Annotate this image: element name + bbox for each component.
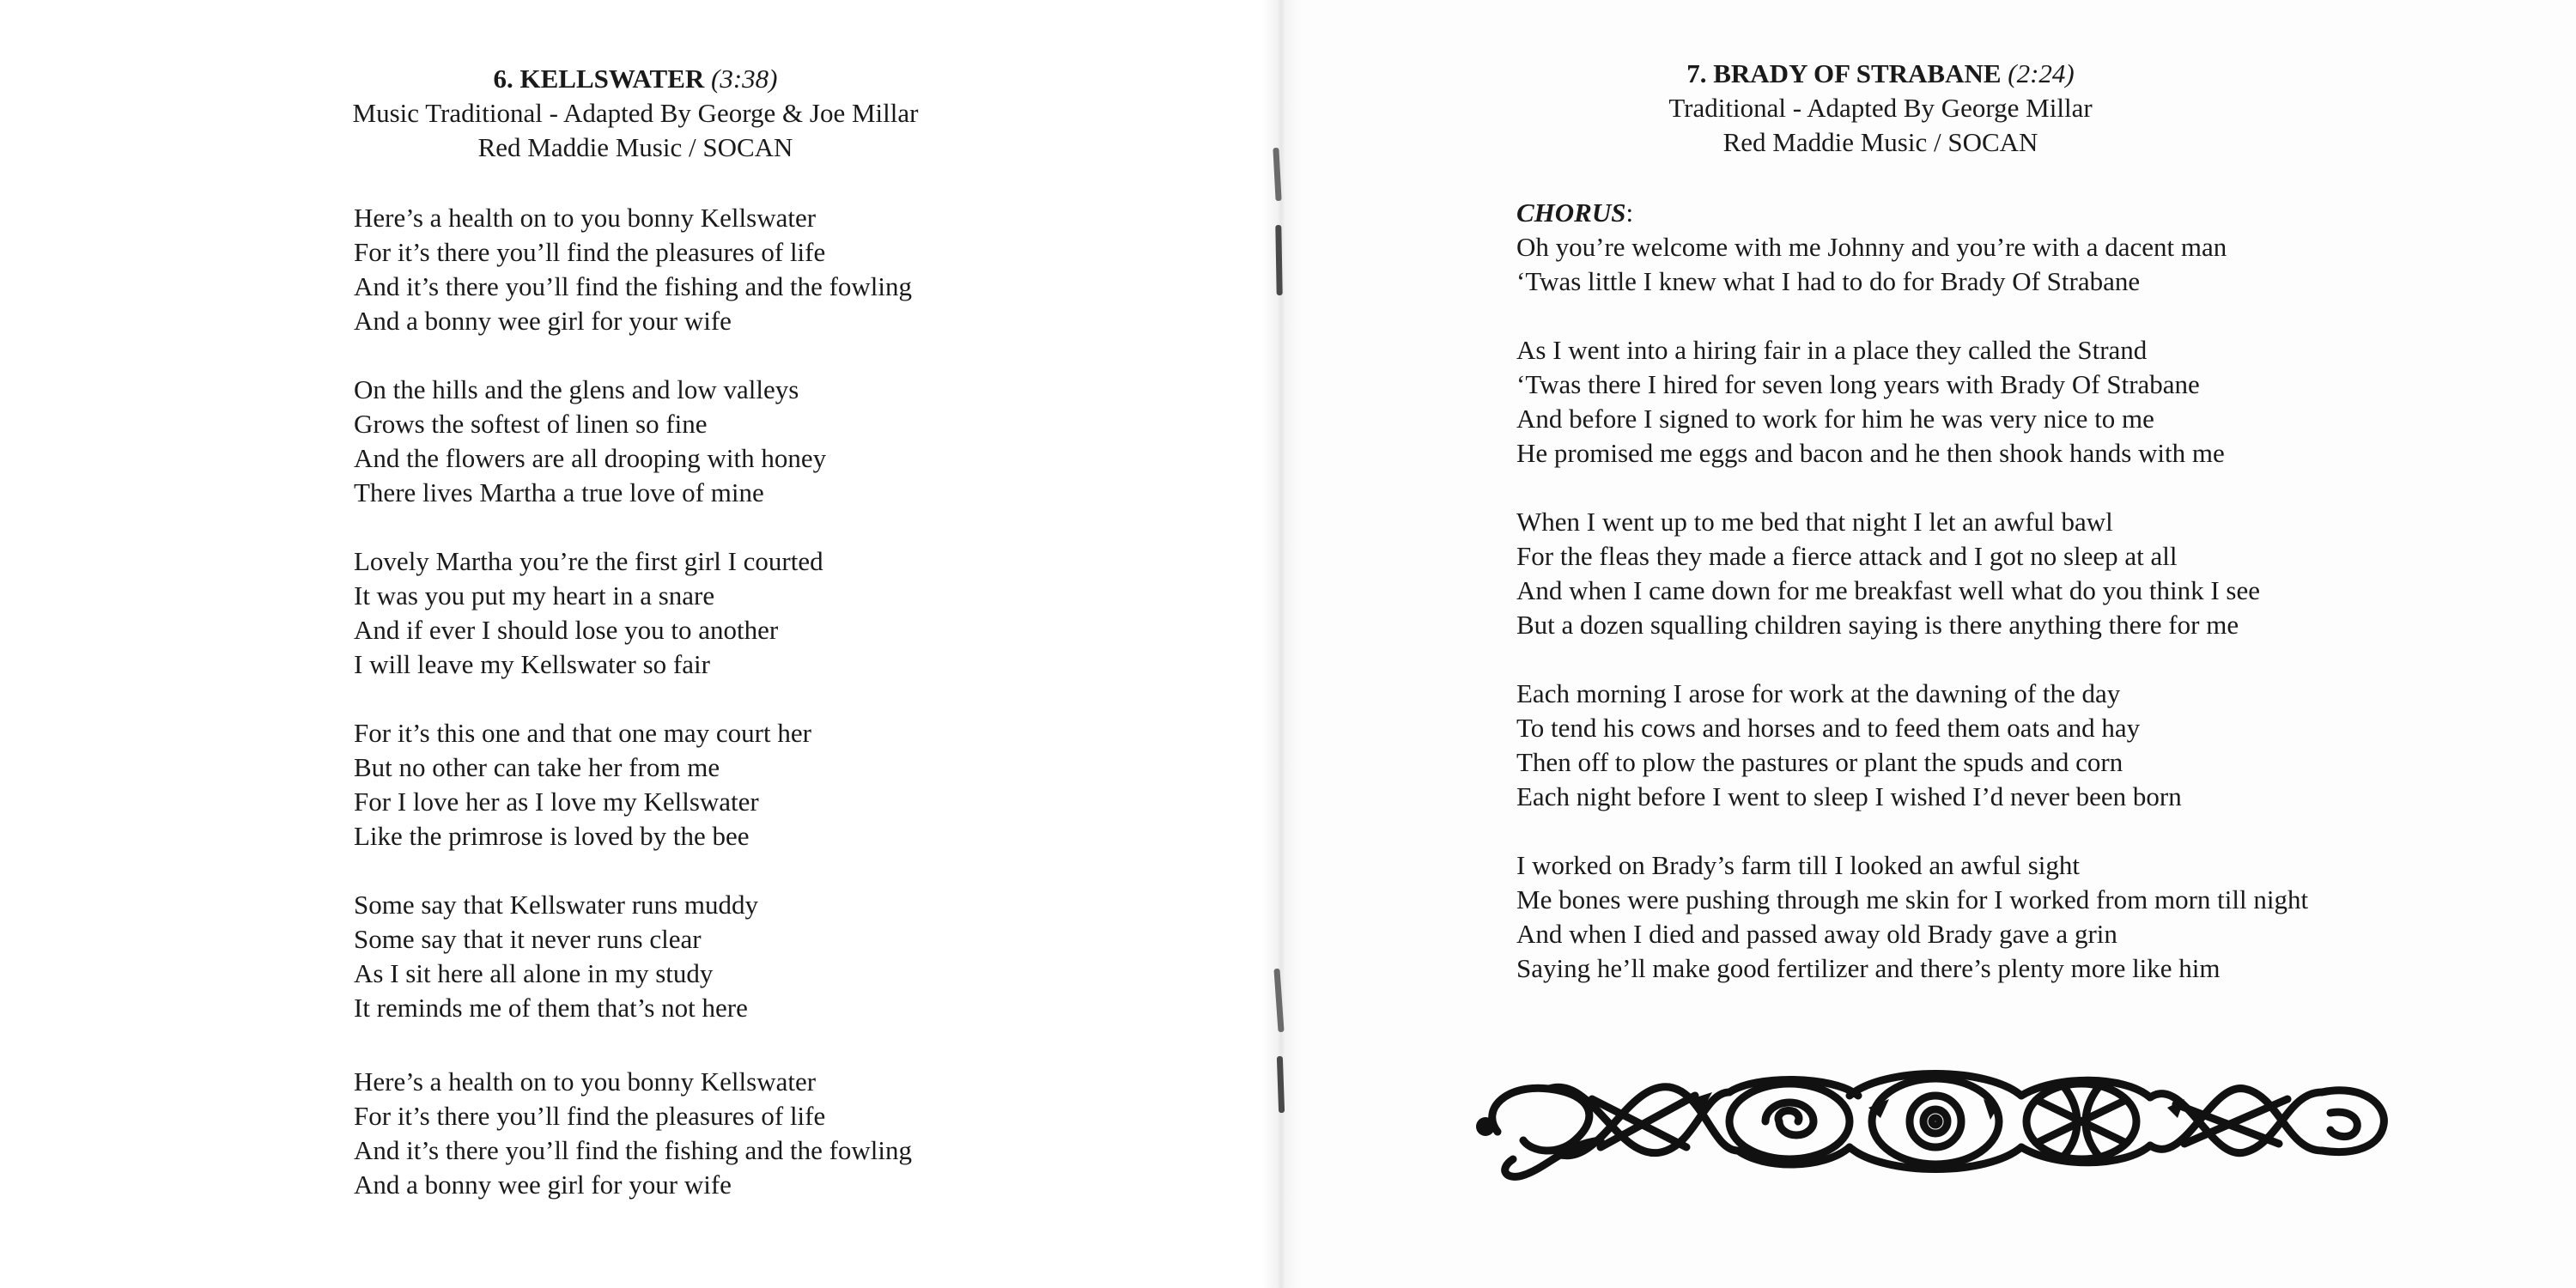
lyric-line: When I went up to me bed that night I let an awful bawl: [1516, 507, 2113, 537]
lyric-line: On the hills and the glens and low valleys: [354, 374, 799, 404]
song-header-kellswater: [283, 62, 987, 165]
chorus-label-text: CHORUS: [1516, 197, 1626, 228]
lyric-line: But a dozen squalling children saying is there anything there for me: [1516, 610, 2239, 640]
lyric-line: Each morning I arose for work at the dawning of the day: [1516, 678, 2121, 708]
lyric-line: ‘Twas there I hired for seven long years with Brady Of Strabane: [1516, 369, 2200, 399]
chorus: [1516, 196, 2308, 299]
stanza: [354, 888, 912, 1025]
lyric-line: And when I came down for me breakfast well what do you think I see: [1516, 575, 2261, 605]
lyric-line: Some say that it never runs clear: [354, 924, 702, 954]
lyric-line: Me bones were pushing through me skin for I worked from morn till night: [1516, 884, 2309, 914]
song-duration: (2:24): [2008, 58, 2075, 88]
lyric-line: For it’s there you’ll find the pleasures of life: [354, 237, 826, 267]
lyric-line: But no other can take her from me: [354, 752, 720, 782]
stanza: [1516, 333, 2308, 471]
lyric-line: Like the primrose is loved by the bee: [354, 821, 750, 851]
stanza: [1516, 848, 2308, 986]
lyric-line: Lovely Martha you’re the first girl I courted: [354, 546, 823, 576]
lyric-line: Oh you’re welcome with me Johnny and you’re with a dacent man: [1516, 232, 2227, 262]
song-duration: (3:38): [711, 64, 778, 94]
staple-mark: [1275, 225, 1282, 295]
song-title: 7. BRADY OF STRABANE: [1686, 58, 2002, 88]
lyric-line: As I went into a hiring fair in a place they called the Strand: [1516, 335, 2148, 365]
lyric-line: He promised me eggs and bacon and he then shook hands with me: [1516, 438, 2225, 468]
song-credit: Traditional - Adapted By George Millar: [1668, 93, 2093, 123]
lyric-line: ‘Twas little I knew what I had to do for Brady Of Strabane: [1516, 266, 2141, 296]
lyric-line: I worked on Brady’s farm till I looked an awful sight: [1516, 850, 2081, 880]
lyric-line: I will leave my Kellswater so fair: [354, 649, 710, 679]
lyric-line: And when I died and passed away old Brady gave a grin: [1516, 919, 2117, 949]
lyric-line: And it’s there you’ll find the fishing and the fowling: [354, 1135, 913, 1165]
song-title-line: [283, 62, 987, 96]
lyric-line: There lives Martha a true love of mine: [354, 477, 764, 507]
lyric-line: Here’s a health on to you bonny Kellswater: [354, 203, 817, 233]
lyric-line: Saying he’ll make good fertilizer and there’s plenty more like him: [1516, 953, 2221, 983]
lyric-line: For I love her as I love my Kellswater: [354, 787, 759, 817]
lyric-line: Grows the softest of linen so fine: [354, 409, 708, 439]
lyric-line: Each night before I went to sleep I wished I’d never been born: [1516, 781, 2182, 811]
lyric-line: It reminds me of them that’s not here: [354, 993, 748, 1023]
lyric-line: As I sit here all alone in my study: [354, 958, 714, 988]
lyrics-kellswater: [354, 201, 912, 1236]
stanza: [354, 544, 912, 682]
stanza: [354, 201, 912, 338]
chorus-label: [1516, 196, 2308, 230]
lyric-line: To tend his cows and horses and to feed them oats and hay: [1516, 713, 2141, 743]
stanza: [354, 373, 912, 510]
lyric-line: Here’s a health on to you bonny Kellswater: [354, 1066, 817, 1097]
lyric-line: And before I signed to work for him he was very nice to me: [1516, 404, 2154, 434]
stanza: [1516, 677, 2308, 814]
lyric-line: And a bonny wee girl for your wife: [354, 306, 732, 336]
lyric-line: It was you put my heart in a snare: [354, 580, 715, 611]
stanza: [354, 1065, 912, 1202]
lyric-line: And it’s there you’ll find the fishing and the fowling: [354, 271, 913, 301]
song-publisher: Red Maddie Music / SOCAN: [1722, 127, 2038, 157]
lyric-line: And a bonny wee girl for your wife: [354, 1170, 732, 1200]
lyric-line: For the fleas they made a fierce attack and I got no sleep at all: [1516, 541, 2178, 571]
stanza: [1516, 505, 2308, 642]
left-page: [0, 0, 1281, 1288]
lyrics-brady-of-strabane: [1516, 196, 2308, 1020]
lyric-line: Some say that Kellswater runs muddy: [354, 890, 758, 920]
lyric-line: For it’s there you’ll find the pleasures of life: [354, 1101, 826, 1131]
song-header-brady-of-strabane: [1503, 57, 2258, 160]
lyric-line: For it’s this one and that one may court her: [354, 718, 811, 748]
song-title: 6. KELLSWATER: [493, 64, 705, 94]
stanza: [354, 716, 912, 854]
song-publisher: Red Maddie Music / SOCAN: [477, 132, 793, 162]
lyric-line: And the flowers are all drooping with honey: [354, 443, 827, 473]
lyric-line: And if ever I should lose you to another: [354, 615, 779, 645]
song-title-line: [1503, 57, 2258, 91]
lyric-line: Then off to plow the pastures or plant the spuds and corn: [1516, 747, 2123, 777]
chorus-label-colon: :: [1625, 197, 1634, 228]
celtic-knot-border-icon: [1472, 1058, 2392, 1185]
song-credit: Music Traditional - Adapted By George & Joe Millar: [352, 98, 919, 128]
